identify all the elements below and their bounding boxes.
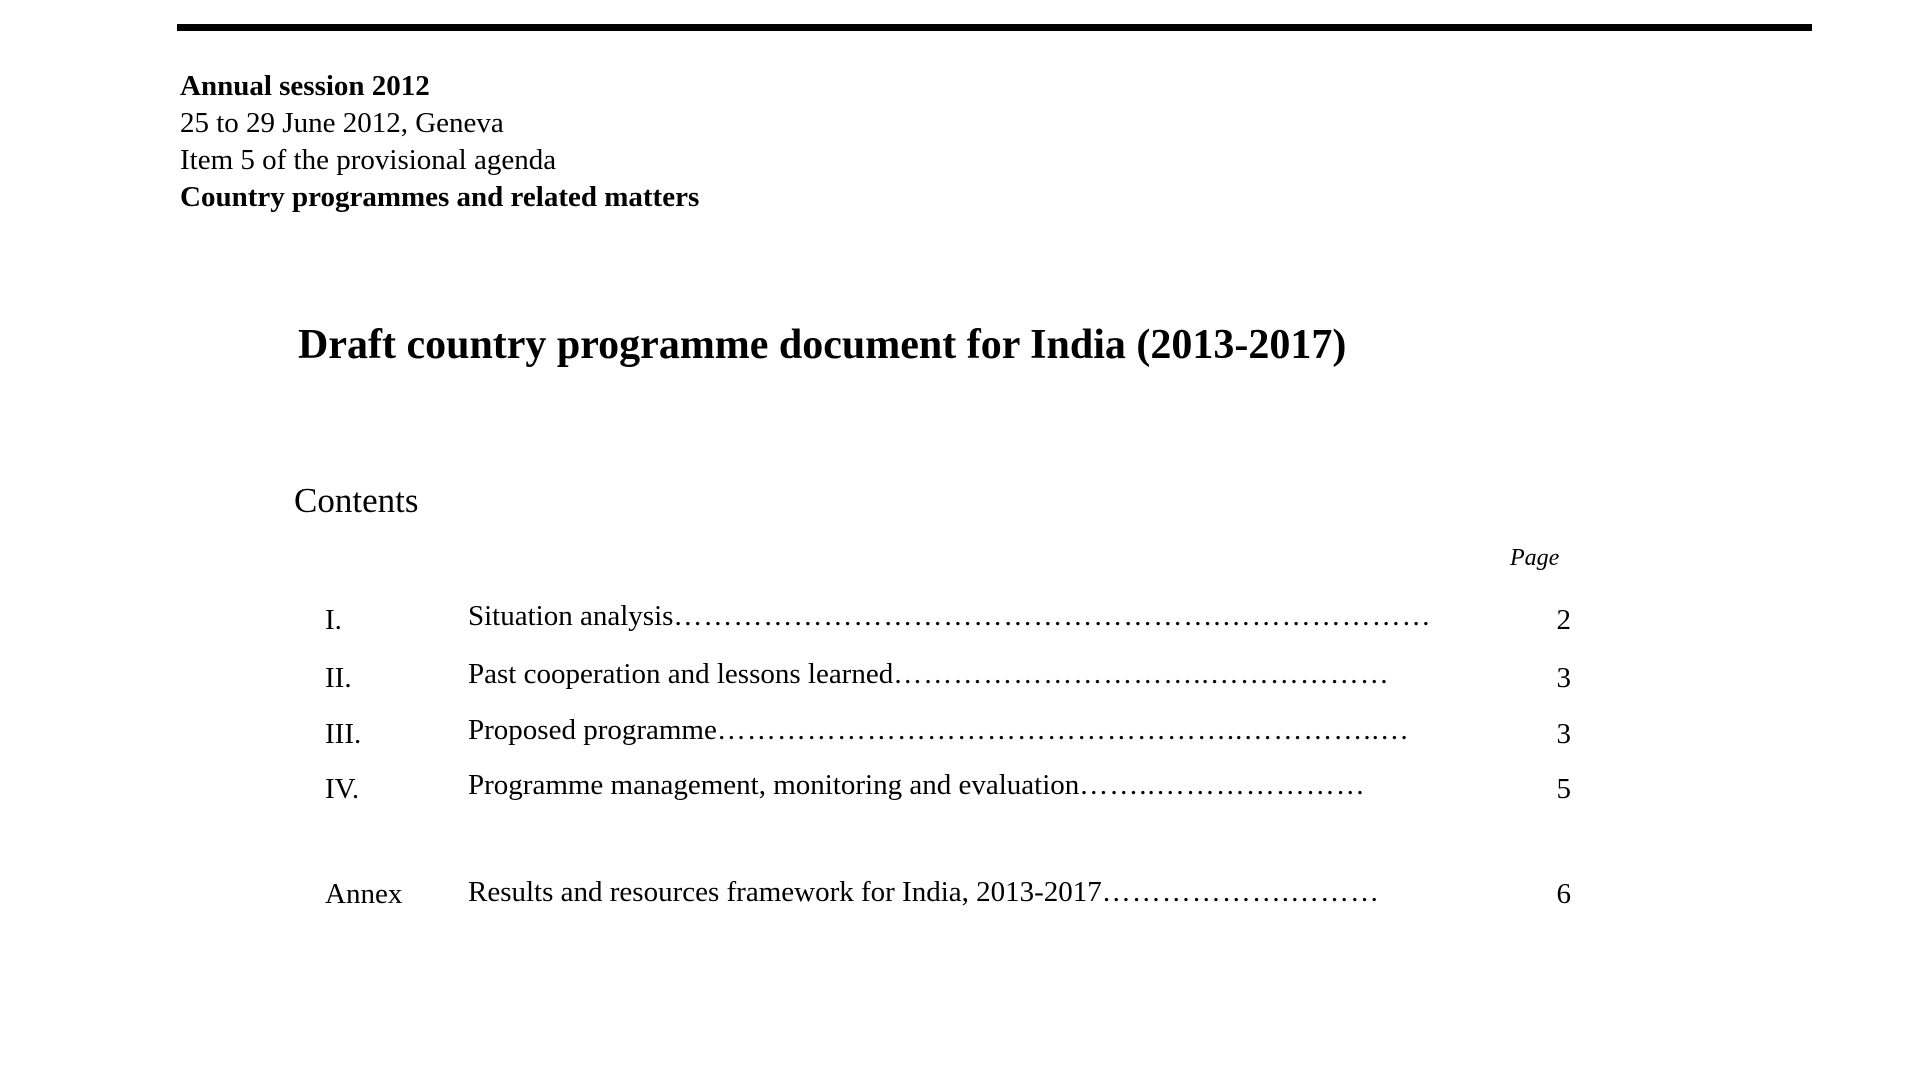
- toc-entry-number: Annex: [325, 878, 403, 910]
- agenda-item: Item 5 of the provisional agenda: [180, 144, 557, 176]
- session-dates: 25 to 29 June 2012, Geneva: [180, 107, 504, 139]
- toc-entry-page: 6: [1556, 878, 1571, 910]
- toc-entry-title: [468, 600, 1432, 633]
- toc-entry[interactable]: [325, 658, 1571, 698]
- page-column-label: Page: [1510, 545, 1560, 571]
- toc-entry[interactable]: [325, 600, 1571, 640]
- session-name: Annual session 2012: [180, 70, 430, 102]
- toc-entry-title-text: Situation analysis: [468, 600, 674, 632]
- toc-entry-page: 3: [1556, 718, 1571, 750]
- session-info: [180, 68, 699, 216]
- toc-leader: ……………………………………………….…………………: [673, 600, 1432, 632]
- toc-entry-title: [468, 769, 1366, 802]
- toc-leader: ……..…………………: [1079, 769, 1366, 801]
- toc-entry-number: II.: [325, 662, 352, 694]
- toc-leader: …………………………..………………: [893, 658, 1390, 690]
- toc-entry-title-text: Past cooperation and lessons learned: [468, 658, 894, 690]
- toc-leader: ……………….………: [1101, 876, 1381, 908]
- contents-heading: Contents: [294, 481, 419, 520]
- top-rule: [177, 24, 1812, 31]
- toc-entry-title-text: Programme management, monitoring and evaluation: [468, 769, 1080, 801]
- toc-entry-number: IV.: [325, 773, 360, 805]
- toc-entry-title: [468, 658, 1390, 691]
- toc-entry-title: [468, 714, 1410, 747]
- toc-entry-page: 5: [1556, 773, 1571, 805]
- agenda-topic: Country programmes and related matters: [180, 181, 700, 213]
- toc-entry-page: 2: [1556, 604, 1571, 636]
- toc-entry-number: III.: [325, 718, 362, 750]
- toc-entry-annex[interactable]: [325, 876, 1571, 916]
- toc-entry-title-text: Results and resources framework for India, 2013-2017: [468, 876, 1102, 908]
- toc-entry-title: [468, 876, 1380, 909]
- toc-entry[interactable]: [325, 769, 1571, 809]
- toc-entry-page: 3: [1556, 662, 1571, 694]
- toc-leader: ……………………………………………..…………..…: [716, 714, 1410, 746]
- toc-entry[interactable]: [325, 714, 1571, 754]
- toc-entry-title-text: Proposed programme: [468, 714, 717, 746]
- document-title: Draft country programme document for India (2013-2017): [298, 322, 1347, 368]
- toc-entry-number: I.: [325, 604, 342, 636]
